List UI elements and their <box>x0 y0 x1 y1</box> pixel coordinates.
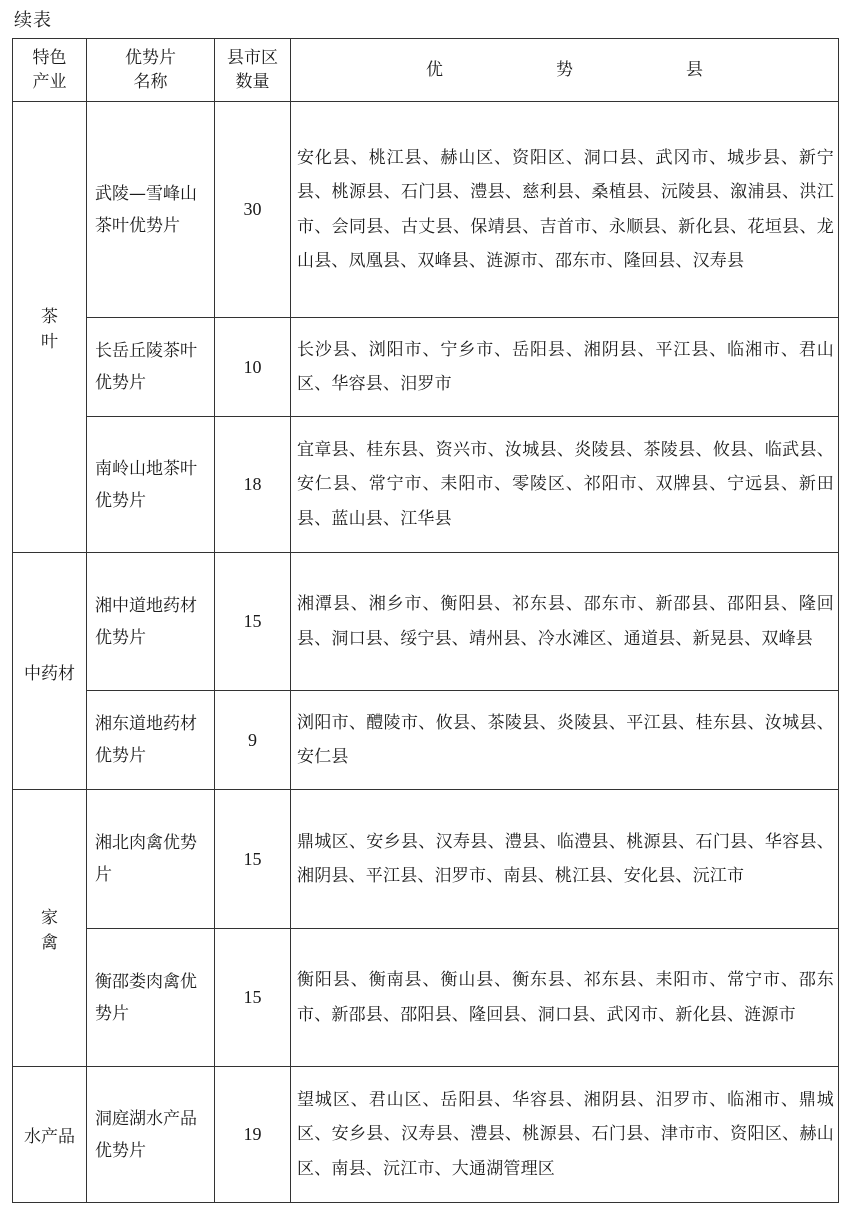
area-name-cell: 武陵—雪峰山茶叶优势片 <box>87 102 215 318</box>
table-row <box>13 691 839 790</box>
area-name-cell: 湘中道地药材优势片 <box>87 553 215 691</box>
area-name-cell: 湘北肉禽优势片 <box>87 790 215 929</box>
counties-cell: 长沙县、浏阳市、宁乡市、岳阳县、湘阴县、平江县、临湘市、君山区、华容县、汨罗市 <box>291 318 839 417</box>
table-row <box>13 929 839 1067</box>
table-row <box>13 790 839 929</box>
table-row <box>13 102 839 318</box>
counties-cell: 望城区、君山区、岳阳县、华容县、湘阴县、汨罗市、临湘市、鼎城区、安乡县、汉寿县、澧县、桃源县、石门县、津市市、资阳区、赫山区、南县、沅江市、大通湖管理区 <box>291 1067 839 1203</box>
area-name-cell: 南岭山地茶叶优势片 <box>87 417 215 553</box>
area-name-cell: 衡邵娄肉禽优势片 <box>87 929 215 1067</box>
area-name-cell: 湘东道地药材优势片 <box>87 691 215 790</box>
county-count-cell: 30 <box>215 102 291 318</box>
industry-cell-medicinal <box>13 553 87 790</box>
industry-label: 中药材 <box>24 663 75 684</box>
advantage-area-table <box>12 38 839 1203</box>
table-row <box>13 417 839 553</box>
table-row <box>13 1067 839 1203</box>
industry-cell-aquatic <box>13 1067 87 1203</box>
counties-cell: 安化县、桃江县、赫山区、资阳区、洞口县、武冈市、城步县、新宁县、桃源县、石门县、澧县、慈利县、桑植县、沅陵县、溆浦县、洪江市、会同县、古丈县、保靖县、吉首市、永顺县、新化县、花垣县、龙山县、凤凰县、双峰县、涟源市、邵东市、隆回县、汉寿县 <box>291 102 839 318</box>
county-count-cell: 19 <box>215 1067 291 1203</box>
county-count-cell: 18 <box>215 417 291 553</box>
table-row <box>13 553 839 691</box>
county-count-cell: 15 <box>215 553 291 691</box>
header-area: 优势片 名称 <box>87 39 215 102</box>
header-count: 县市区 数量 <box>215 39 291 102</box>
county-count-cell: 9 <box>215 691 291 790</box>
counties-cell: 衡阳县、衡南县、衡山县、衡东县、祁东县、耒阳市、常宁市、邵东市、新邵县、邵阳县、隆回县、洞口县、武冈市、新化县、涟源市 <box>291 929 839 1067</box>
header-row <box>13 39 839 102</box>
county-count-cell: 10 <box>215 318 291 417</box>
area-name-cell: 长岳丘陵茶叶优势片 <box>87 318 215 417</box>
county-count-cell: 15 <box>215 929 291 1067</box>
header-industry: 特色 产业 <box>13 39 87 102</box>
industry-label: 茶 叶 <box>41 307 76 352</box>
area-name-cell: 洞庭湖水产品优势片 <box>87 1067 215 1203</box>
table-row <box>13 318 839 417</box>
industry-cell-poultry <box>13 790 87 1067</box>
header-counties: 优 势 县 <box>291 39 839 102</box>
industry-label: 水产品 <box>24 1127 75 1147</box>
industry-cell-tea <box>13 102 87 553</box>
counties-cell: 宜章县、桂东县、资兴市、汝城县、炎陵县、茶陵县、攸县、临武县、安仁县、常宁市、耒阳市、零陵区、祁阳市、双牌县、宁远县、新田县、蓝山县、江华县 <box>291 417 839 553</box>
counties-cell: 湘潭县、湘乡市、衡阳县、祁东县、邵东市、新邵县、邵阳县、隆回县、洞口县、绥宁县、靖州县、冷水滩区、通道县、新晃县、双峰县 <box>291 553 839 691</box>
table-caption: 续表 <box>14 10 52 31</box>
counties-cell: 浏阳市、醴陵市、攸县、茶陵县、炎陵县、平江县、桂东县、汝城县、安仁县 <box>291 691 839 790</box>
industry-label: 家 禽 <box>41 908 76 953</box>
counties-cell: 鼎城区、安乡县、汉寿县、澧县、临澧县、桃源县、石门县、华容县、湘阴县、平江县、汨罗市、南县、桃江县、安化县、沅江市 <box>291 790 839 929</box>
county-count-cell: 15 <box>215 790 291 929</box>
